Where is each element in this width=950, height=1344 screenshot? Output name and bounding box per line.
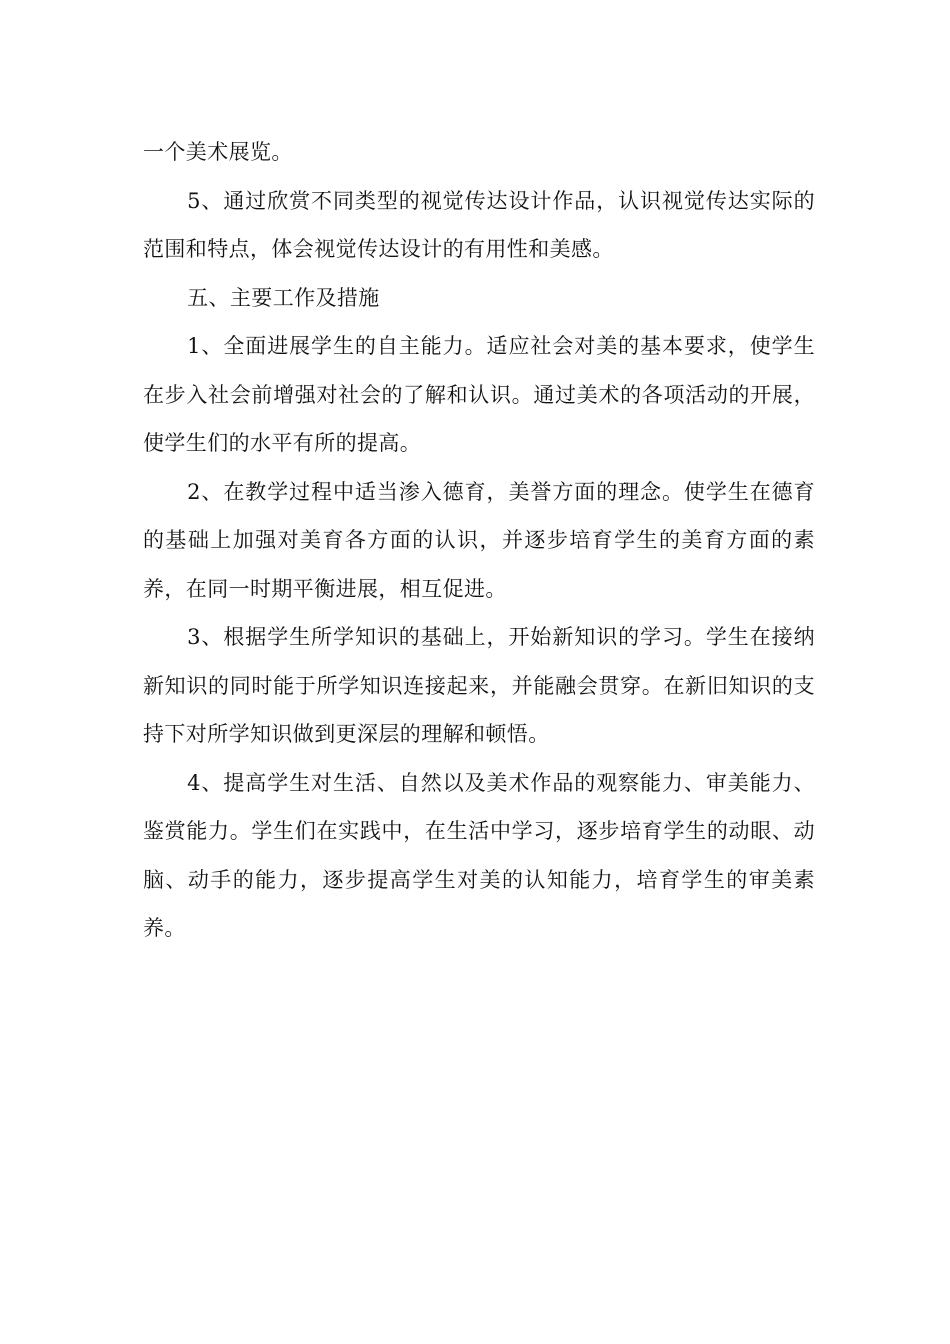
paragraph-3: 1、全面进展学生的自主能力。适应社会对美的基本要求，使学生在步入社会前增强对社会的了解和认识。通过美术的各项活动的开展，使学生们的水平有所的提高。 [143,334,815,455]
document-body [143,128,815,953]
paragraph-1: 一个美术展览。 [143,140,293,164]
paragraph-4: 2、在教学过程中适当渗入德育，美誉方面的理念。使学生在德育的基础上加强对美育各方面的认识，并逐步培育学生的美育方面的素养，在同一时期平衡进展，相互促进。 [143,479,815,601]
paragraph-5: 3、根据学生所学知识的基础上，开始新知识的学习。学生在接纳新知识的同时能于所学知识连接起来，并能融会贯穿。在新旧知识的支持下对所学知识做到更深层的理解和顿悟。 [143,625,815,746]
paragraph-6: 4、提高学生对生活、自然以及美术作品的观察能力、审美能力、鉴赏能力。学生们在实践中，在生活中学习，逐步培育学生的动眼、动脑、动手的能力，逐步提高学生对美的认知能力，培育学生的审美素养。 [143,770,815,940]
paragraph-2: 5、通过欣赏不同类型的视觉传达设计作品，认识视觉传达实际的范围和特点，体会视觉传达设计的有用性和美感。 [143,188,815,261]
section-heading: 五、主要工作及措施 [187,285,380,310]
